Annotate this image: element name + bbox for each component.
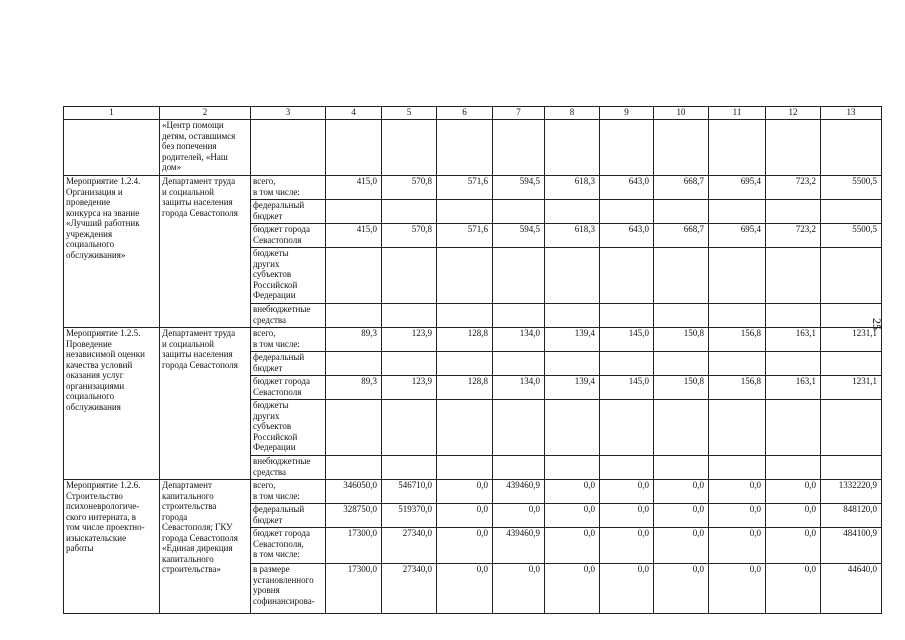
value-cell: 848120,0 (821, 504, 882, 528)
column-header: 12 (766, 107, 821, 120)
value-cell: 123,9 (382, 376, 437, 400)
value-cell: 0,0 (437, 528, 493, 564)
value-cell: 594,5 (493, 176, 545, 200)
value-cell: 1231,1 (821, 328, 882, 352)
value-cell (709, 352, 766, 376)
value-cell (437, 200, 493, 224)
header-row (64, 107, 882, 120)
value-cell (326, 456, 382, 480)
value-cell: 439460,9 (493, 480, 545, 504)
value-cell: 0,0 (545, 480, 600, 504)
value-cell (821, 456, 882, 480)
empty-cell (600, 120, 654, 176)
funding-source-cell: бюджет города Севастополя (251, 376, 326, 400)
empty-cell (766, 120, 821, 176)
value-cell (654, 304, 709, 328)
value-cell (600, 352, 654, 376)
value-cell: 519370,0 (382, 504, 437, 528)
value-cell: 0,0 (654, 504, 709, 528)
funding-source-cell: бюджет города Севастополя (251, 224, 326, 248)
value-cell: 5500,5 (821, 176, 882, 200)
empty-cell (654, 120, 709, 176)
column-header: 1 (64, 107, 160, 120)
value-cell (766, 352, 821, 376)
column-header: 10 (654, 107, 709, 120)
value-cell: 89,3 (326, 328, 382, 352)
value-cell: 0,0 (437, 504, 493, 528)
value-cell: 27340,0 (382, 528, 437, 564)
value-cell: 150,8 (654, 328, 709, 352)
value-cell: 643,0 (600, 176, 654, 200)
measure-cell: Мероприятие 1.2.6. Строительство психоневрологиче- ского интерната, в том числе проектно- изыскательские работы (64, 480, 160, 614)
column-header: 8 (545, 107, 600, 120)
empty-cell (709, 120, 766, 176)
value-cell: 415,0 (326, 176, 382, 200)
value-cell: 723,2 (766, 176, 821, 200)
value-cell (600, 304, 654, 328)
value-cell: 571,6 (437, 224, 493, 248)
value-cell (437, 400, 493, 456)
value-cell: 145,0 (600, 376, 654, 400)
value-cell (437, 248, 493, 304)
executor-cell: Департамент труда и социальной защиты населения города Севастополя (160, 328, 251, 480)
value-cell (493, 248, 545, 304)
funding-source-cell: всего, в том числе: (251, 176, 326, 200)
value-cell (437, 304, 493, 328)
empty-cell (251, 120, 326, 176)
value-cell: 134,0 (493, 376, 545, 400)
value-cell (709, 200, 766, 224)
value-cell (709, 400, 766, 456)
value-cell (654, 200, 709, 224)
value-cell: 123,9 (382, 328, 437, 352)
value-cell (382, 200, 437, 224)
value-cell: 0,0 (709, 528, 766, 564)
value-cell: 0,0 (545, 528, 600, 564)
value-cell: 156,8 (709, 376, 766, 400)
value-cell (545, 200, 600, 224)
value-cell (493, 200, 545, 224)
value-cell: 328750,0 (326, 504, 382, 528)
value-cell: 27340,0 (382, 564, 437, 614)
value-cell (821, 352, 882, 376)
value-cell: 546710,0 (382, 480, 437, 504)
value-cell: 415,0 (326, 224, 382, 248)
measure-cell: Мероприятие 1.2.5. Проведение независимой оценки качества условий оказания услуг организациями социального обслуживания (64, 328, 160, 480)
value-cell: 163,1 (766, 328, 821, 352)
value-cell: 0,0 (600, 504, 654, 528)
value-cell: 0,0 (600, 528, 654, 564)
value-cell (493, 352, 545, 376)
table-row (64, 328, 882, 352)
value-cell: 668,7 (654, 224, 709, 248)
funding-source-cell: всего, в том числе: (251, 480, 326, 504)
value-cell: 156,8 (709, 328, 766, 352)
value-cell (382, 456, 437, 480)
value-cell: 134,0 (493, 328, 545, 352)
value-cell: 1231,1 (821, 376, 882, 400)
column-header: 11 (709, 107, 766, 120)
page-number: 25 (870, 318, 884, 330)
column-header: 9 (600, 107, 654, 120)
value-cell: 643,0 (600, 224, 654, 248)
continuation-row (64, 120, 882, 176)
funding-source-cell: федеральный бюджет (251, 504, 326, 528)
value-cell: 0,0 (654, 564, 709, 614)
value-cell (600, 200, 654, 224)
value-cell: 128,8 (437, 328, 493, 352)
value-cell (766, 400, 821, 456)
value-cell (545, 248, 600, 304)
value-cell: 0,0 (600, 564, 654, 614)
value-cell: 570,8 (382, 176, 437, 200)
value-cell: 0,0 (437, 480, 493, 504)
value-cell (382, 248, 437, 304)
value-cell: 0,0 (766, 480, 821, 504)
value-cell: 0,0 (709, 564, 766, 614)
value-cell: 44640,0 (821, 564, 882, 614)
value-cell (709, 456, 766, 480)
value-cell (326, 248, 382, 304)
column-header: 3 (251, 107, 326, 120)
funding-source-cell: в размере установленного уровня софинансирова- (251, 564, 326, 614)
value-cell: 139,4 (545, 328, 600, 352)
value-cell: 0,0 (493, 564, 545, 614)
value-cell: 0,0 (766, 528, 821, 564)
column-header: 6 (437, 107, 493, 120)
empty-cell (326, 120, 382, 176)
value-cell (821, 400, 882, 456)
value-cell (382, 352, 437, 376)
value-cell (821, 200, 882, 224)
value-cell: 570,8 (382, 224, 437, 248)
value-cell: 1332220,9 (821, 480, 882, 504)
value-cell (437, 456, 493, 480)
budget-table (63, 106, 882, 614)
value-cell (709, 248, 766, 304)
funding-source-cell: федеральный бюджет (251, 200, 326, 224)
value-cell (654, 400, 709, 456)
value-cell (545, 456, 600, 480)
value-cell: 0,0 (600, 480, 654, 504)
value-cell (437, 352, 493, 376)
value-cell: 695,4 (709, 176, 766, 200)
value-cell: 89,3 (326, 376, 382, 400)
value-cell: 0,0 (766, 564, 821, 614)
value-cell: 618,3 (545, 176, 600, 200)
funding-source-cell: внебюджетные средства (251, 304, 326, 328)
value-cell (821, 248, 882, 304)
value-cell: 484100,9 (821, 528, 882, 564)
value-cell: 150,8 (654, 376, 709, 400)
value-cell (766, 200, 821, 224)
value-cell (709, 304, 766, 328)
column-header: 13 (821, 107, 882, 120)
value-cell: 618,3 (545, 224, 600, 248)
value-cell (326, 200, 382, 224)
value-cell: 571,6 (437, 176, 493, 200)
value-cell (382, 304, 437, 328)
value-cell (766, 248, 821, 304)
value-cell: 0,0 (545, 504, 600, 528)
funding-source-cell: всего, в том числе: (251, 328, 326, 352)
value-cell (654, 456, 709, 480)
value-cell (326, 352, 382, 376)
table-body (64, 107, 882, 614)
measure-cell (64, 120, 160, 176)
value-cell: 0,0 (766, 504, 821, 528)
value-cell (326, 304, 382, 328)
value-cell: 5500,5 (821, 224, 882, 248)
value-cell (382, 400, 437, 456)
value-cell: 594,5 (493, 224, 545, 248)
value-cell: 0,0 (437, 564, 493, 614)
value-cell: 439460,9 (493, 528, 545, 564)
funding-source-cell: бюджеты других субъектов Российской Федерации (251, 400, 326, 456)
value-cell: 0,0 (709, 504, 766, 528)
executor-cell: Департамент труда и социальной защиты населения города Севастополя (160, 176, 251, 328)
value-cell (326, 400, 382, 456)
value-cell (493, 304, 545, 328)
value-cell: 17300,0 (326, 528, 382, 564)
value-cell (654, 352, 709, 376)
value-cell: 17300,0 (326, 564, 382, 614)
value-cell (545, 400, 600, 456)
value-cell: 723,2 (766, 224, 821, 248)
value-cell (600, 456, 654, 480)
funding-source-cell: федеральный бюджет (251, 352, 326, 376)
value-cell: 128,8 (437, 376, 493, 400)
value-cell (654, 248, 709, 304)
value-cell (766, 456, 821, 480)
empty-cell (545, 120, 600, 176)
value-cell: 0,0 (654, 528, 709, 564)
value-cell (600, 248, 654, 304)
value-cell: 346050,0 (326, 480, 382, 504)
value-cell (545, 352, 600, 376)
value-cell (545, 304, 600, 328)
funding-source-cell: внебюджетные средства (251, 456, 326, 480)
column-header: 5 (382, 107, 437, 120)
value-cell: 0,0 (493, 504, 545, 528)
value-cell: 139,4 (545, 376, 600, 400)
value-cell (493, 400, 545, 456)
value-cell: 163,1 (766, 376, 821, 400)
column-header: 4 (326, 107, 382, 120)
value-cell (766, 304, 821, 328)
value-cell: 0,0 (545, 564, 600, 614)
value-cell: 145,0 (600, 328, 654, 352)
value-cell: 695,4 (709, 224, 766, 248)
value-cell: 0,0 (709, 480, 766, 504)
empty-cell (437, 120, 493, 176)
column-header: 2 (160, 107, 251, 120)
measure-cell: Мероприятие 1.2.4. Организация и проведение конкурса на звание «Лучший работник учреждения социального обслуживания» (64, 176, 160, 328)
executor-cell: «Центр помощи детям, оставшимся без попечения родителей, «Наш дом» (160, 120, 251, 176)
value-cell (493, 456, 545, 480)
value-cell: 0,0 (654, 480, 709, 504)
funding-source-cell: бюджеты других субъектов Российской Федерации (251, 248, 326, 304)
table-row (64, 176, 882, 200)
column-header: 7 (493, 107, 545, 120)
empty-cell (821, 120, 882, 176)
funding-source-cell: бюджет города Севастополя, в том числе: (251, 528, 326, 564)
empty-cell (382, 120, 437, 176)
value-cell: 668,7 (654, 176, 709, 200)
empty-cell (493, 120, 545, 176)
executor-cell: Департамент капитального строительства города Севастополя; ГКУ города Севастополя «Единая дирекция капитального строительства» (160, 480, 251, 614)
table-row (64, 480, 882, 504)
value-cell (600, 400, 654, 456)
